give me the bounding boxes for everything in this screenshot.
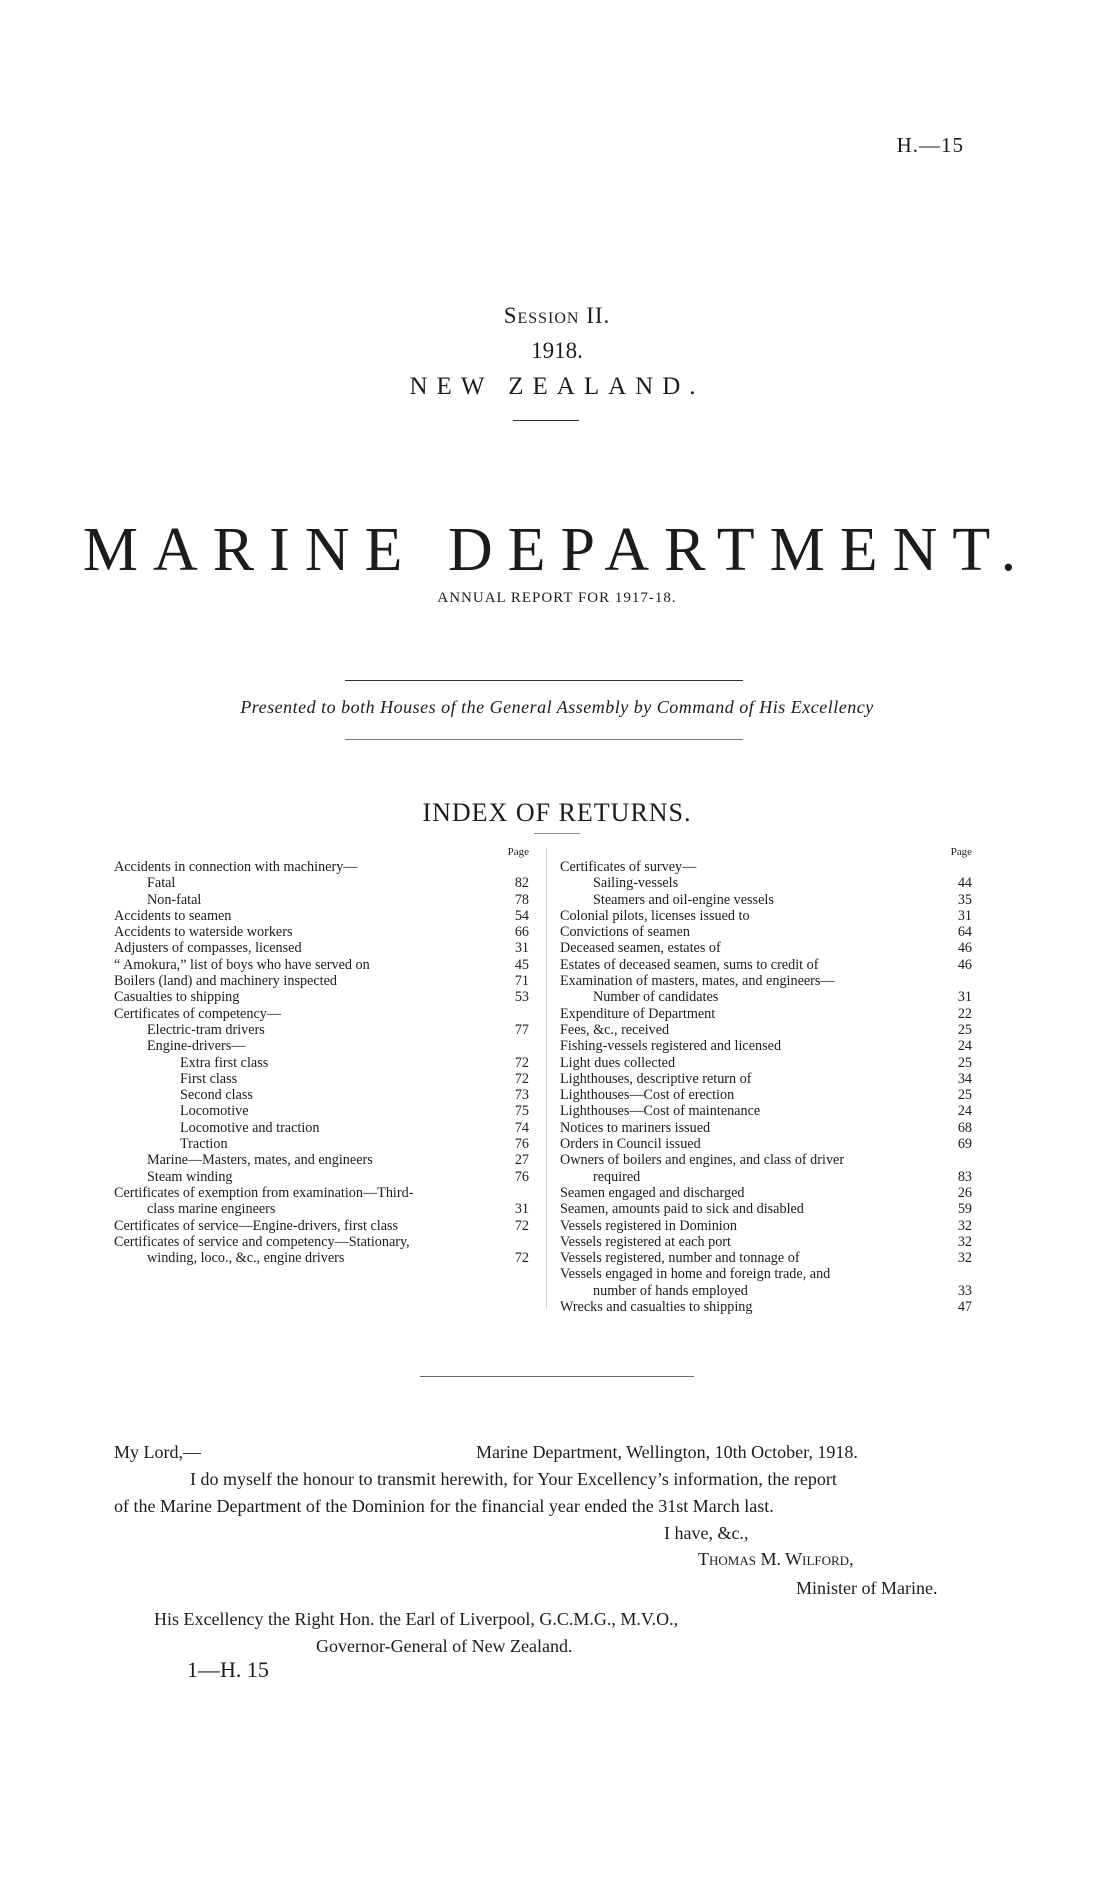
index-entry-page: 72 — [514, 1250, 529, 1267]
index-entry — [560, 1022, 972, 1038]
letter-signer-title: Minister of Marine. — [796, 1578, 938, 1598]
index-entry-page: 31 — [957, 907, 972, 924]
index-title: INDEX OF RETURNS. — [422, 798, 692, 827]
index-entry-page: 31 — [957, 989, 972, 1006]
index-entry-text: Sailing-vessels — [593, 875, 679, 892]
index-entry — [560, 1071, 972, 1087]
index-entry-page: 46 — [957, 940, 972, 957]
index-entry-page: 46 — [957, 956, 972, 973]
index-entry — [560, 1266, 972, 1282]
index-entry-page: 31 — [514, 1201, 529, 1218]
index-entry — [114, 892, 529, 908]
index-entry-page: 59 — [957, 1201, 972, 1218]
index-entry — [560, 924, 972, 940]
index-entry-text: number of hands employed — [593, 1282, 748, 1299]
letter-addressee-line-2: Governor-General of New Zealand. — [316, 1636, 573, 1656]
index-entry-text: required — [593, 1168, 641, 1185]
index-entry-text: Second class — [180, 1087, 253, 1104]
index-entry-text: Notices to mariners issued — [560, 1119, 711, 1136]
session-label: Session II. — [503, 303, 611, 328]
index-entry — [114, 1234, 529, 1250]
index-entry-text: Electric-tram drivers — [147, 1021, 265, 1038]
year-label: 1918. — [531, 338, 583, 363]
index-entry-text: Owners of boilers and engines, and class of driver — [560, 1152, 845, 1169]
index-entry — [560, 1185, 972, 1201]
index-entry-text: class marine engineers — [147, 1201, 276, 1218]
index-entry — [560, 1283, 972, 1299]
index-entry-page: 33 — [957, 1282, 972, 1299]
index-entry-text: Convictions of seamen — [560, 924, 691, 941]
index-entry — [560, 1006, 972, 1022]
index-entry-text: First class — [180, 1070, 238, 1087]
index-entry-page: 32 — [957, 1250, 972, 1267]
index-entry — [114, 957, 529, 973]
index-entry-page: 72 — [514, 1217, 529, 1234]
index-entry-page: 54 — [514, 907, 529, 924]
index-entry-page: 82 — [514, 875, 529, 892]
title-divider-top — [345, 680, 743, 681]
index-entry-page: 31 — [514, 940, 529, 957]
index-entry-page: 72 — [514, 1054, 529, 1071]
index-divider — [534, 833, 580, 834]
index-entry — [560, 892, 972, 908]
index-entry-text: Locomotive and traction — [180, 1119, 320, 1136]
index-entry-page: 25 — [957, 1021, 972, 1038]
letter-signature: Thomas M. Wilford, — [698, 1549, 854, 1569]
index-entry — [114, 1136, 529, 1152]
index-entry-text: Lighthouses—Cost of maintenance — [560, 1103, 761, 1120]
index-entry — [560, 973, 972, 989]
index-entry-text: Boilers (land) and machinery inspected — [114, 973, 337, 990]
index-entry-page: 53 — [514, 989, 529, 1006]
index-entry — [114, 1071, 529, 1087]
index-entry — [114, 1250, 529, 1266]
document-title: MARINE DEPARTMENT. — [82, 516, 1032, 584]
index-entry-page: 68 — [957, 1119, 972, 1136]
index-entry — [560, 908, 972, 924]
index-entry — [114, 1022, 529, 1038]
index-right-column — [560, 845, 972, 1315]
letter-body-line-1: I do myself the honour to transmit herewith, for Your Excellency’s information, the report — [190, 1469, 837, 1489]
index-entry — [114, 989, 529, 1005]
index-entry-text: Lighthouses, descriptive return of — [560, 1070, 752, 1087]
index-entry-page: 83 — [957, 1168, 972, 1185]
index-entry — [560, 1038, 972, 1054]
index-entry-text: Locomotive — [180, 1103, 249, 1120]
index-entry-page: 27 — [514, 1152, 529, 1169]
index-entry-text: Extra first class — [180, 1054, 269, 1071]
header-divider — [513, 420, 579, 421]
index-entry-text: Certificates of service—Engine-drivers, first class — [114, 1217, 399, 1234]
index-entry-text: Non-fatal — [147, 891, 202, 908]
index-entry-page: 22 — [957, 1005, 972, 1022]
index-entry — [560, 1169, 972, 1185]
index-entry — [560, 1299, 972, 1315]
index-entry-text: Certificates of survey— — [560, 859, 697, 875]
index-entry-text: Accidents in connection with machinery— — [114, 859, 358, 875]
index-entry-page: 69 — [957, 1136, 972, 1153]
index-entry-text: Orders in Council issued — [560, 1136, 701, 1153]
index-entry — [560, 1218, 972, 1234]
index-entry-text: Certificates of service and competency—Stationary, — [114, 1233, 410, 1250]
index-end-divider — [420, 1376, 694, 1377]
index-entry — [560, 1250, 972, 1266]
index-entry-text: Accidents to seamen — [114, 907, 232, 924]
index-entry-text: Fishing-vessels registered and licensed — [560, 1038, 782, 1055]
country-label: NEW ZEALAND. — [409, 373, 705, 400]
index-entry-text: “ Amokura,” list of boys who have served on — [114, 956, 370, 973]
presented-statement: Presented to both Houses of the General Assembly by Command of His Excellency — [240, 697, 874, 717]
index-entry — [114, 1103, 529, 1119]
index-entry-page: 64 — [957, 924, 972, 941]
index-entry — [560, 1087, 972, 1103]
index-entry-text: Certificates of exemption from examination—Third- — [114, 1184, 414, 1201]
index-entry — [114, 1152, 529, 1168]
index-entry-page: 77 — [514, 1021, 529, 1038]
index-entry-page: 76 — [514, 1136, 529, 1153]
index-entry-page: 32 — [957, 1233, 972, 1250]
title-divider-bottom — [345, 739, 743, 740]
index-entry — [114, 1038, 529, 1054]
index-page-header: Page — [507, 846, 529, 858]
index-entry-text: Adjusters of compasses, licensed — [114, 940, 302, 957]
index-column-divider — [546, 848, 547, 1308]
index-entry-page: 78 — [514, 891, 529, 908]
index-entry — [560, 875, 972, 891]
index-entry — [560, 1055, 972, 1071]
index-entry-text: Lighthouses—Cost of erection — [560, 1087, 735, 1104]
index-left-column — [114, 845, 529, 1266]
index-entry — [114, 1201, 529, 1217]
index-entry — [560, 940, 972, 956]
index-entry-text: Steamers and oil-engine vessels — [593, 891, 774, 908]
index-entry-text: Vessels registered at each port — [560, 1233, 731, 1250]
index-entry-page: 75 — [514, 1103, 529, 1120]
index-entry-text: Accidents to waterside workers — [114, 924, 293, 941]
index-entry-text: Vessels engaged in home and foreign trade, and — [560, 1266, 831, 1283]
index-entry — [114, 1185, 529, 1201]
index-entry-text: Fatal — [147, 875, 176, 892]
index-entry — [560, 859, 972, 875]
index-entry — [560, 1120, 972, 1136]
index-entry-text: Deceased seamen, estates of — [560, 940, 721, 957]
index-entry — [114, 875, 529, 891]
letter-closing: I have, &c., — [664, 1523, 749, 1543]
letter-salutation: My Lord,— — [114, 1442, 201, 1462]
index-entry — [114, 1055, 529, 1071]
index-entry — [114, 859, 529, 875]
index-entry-page: 26 — [957, 1184, 972, 1201]
index-entry-text: Seamen engaged and discharged — [560, 1184, 745, 1201]
index-entry — [114, 1120, 529, 1136]
index-entry-text: Fees, &c., received — [560, 1021, 670, 1038]
index-entry — [560, 1103, 972, 1119]
index-entry-text: Engine-drivers— — [147, 1038, 246, 1055]
letter-place-date: Marine Department, Wellington, 10th October, 1918. — [476, 1442, 858, 1462]
index-entry-page: 71 — [514, 973, 529, 990]
index-entry — [114, 924, 529, 940]
index-entry-text: Vessels registered in Dominion — [560, 1217, 737, 1234]
index-entry-text: Expenditure of Department — [560, 1005, 716, 1022]
footer-reference: 1—H. 15 — [187, 1657, 269, 1682]
index-entry — [560, 1234, 972, 1250]
index-entry-text: Number of candidates — [593, 989, 719, 1006]
index-entry-text: Certificates of competency— — [114, 1005, 282, 1022]
index-entry-page: 32 — [957, 1217, 972, 1234]
index-entry-page: 76 — [514, 1168, 529, 1185]
index-page-header: Page — [950, 846, 972, 858]
index-entry-text: Steam winding — [147, 1168, 233, 1185]
index-entry-page: 45 — [514, 956, 529, 973]
index-entry-page: 24 — [957, 1038, 972, 1055]
index-entry-text: Examination of masters, mates, and engineers— — [560, 973, 835, 990]
index-entry-page: 25 — [957, 1054, 972, 1071]
document-subtitle: ANNUAL REPORT FOR 1917-18. — [437, 590, 677, 606]
index-entry — [560, 957, 972, 973]
index-entry — [114, 1218, 529, 1234]
index-entry-page: 47 — [957, 1299, 972, 1316]
index-entry — [114, 973, 529, 989]
index-entry — [560, 1201, 972, 1217]
index-entry — [114, 1006, 529, 1022]
index-entry-page: 73 — [514, 1087, 529, 1104]
index-entry-page: 34 — [957, 1070, 972, 1087]
index-entry-page: 25 — [957, 1087, 972, 1104]
index-entry-page: 66 — [514, 924, 529, 941]
index-entry-text: winding, loco., &c., engine drivers — [147, 1250, 345, 1267]
index-entry-text: Casualties to shipping — [114, 989, 240, 1006]
index-entry-text: Marine—Masters, mates, and engineers — [147, 1152, 373, 1169]
index-entry — [114, 908, 529, 924]
index-entry — [114, 1169, 529, 1185]
letter-body-line-2: of the Marine Department of the Dominion for the financial year ended the 31st March last. — [114, 1496, 774, 1516]
index-entry-text: Estates of deceased seamen, sums to credit of — [560, 956, 819, 973]
index-entry-text: Colonial pilots, licenses issued to — [560, 907, 750, 924]
index-entry-page: 44 — [957, 875, 972, 892]
index-entry — [114, 940, 529, 956]
index-entry — [560, 1152, 972, 1168]
letter-addressee-line-1: His Excellency the Right Hon. the Earl of Liverpool, G.C.M.G., M.V.O., — [154, 1609, 679, 1629]
page-reference: H.—15 — [896, 133, 964, 157]
index-entry — [560, 989, 972, 1005]
index-entry — [114, 1087, 529, 1103]
index-entry-page: 72 — [514, 1070, 529, 1087]
index-entry-text: Traction — [180, 1136, 228, 1153]
index-entry-text: Wrecks and casualties to shipping — [560, 1299, 753, 1316]
index-entry-text: Vessels registered, number and tonnage of — [560, 1250, 800, 1267]
index-entry-page: 74 — [514, 1119, 529, 1136]
index-entry-page: 24 — [957, 1103, 972, 1120]
index-entry-page: 35 — [957, 891, 972, 908]
index-entry — [560, 1136, 972, 1152]
index-entry-text: Seamen, amounts paid to sick and disabled — [560, 1201, 804, 1218]
index-entry-text: Light dues collected — [560, 1054, 676, 1071]
